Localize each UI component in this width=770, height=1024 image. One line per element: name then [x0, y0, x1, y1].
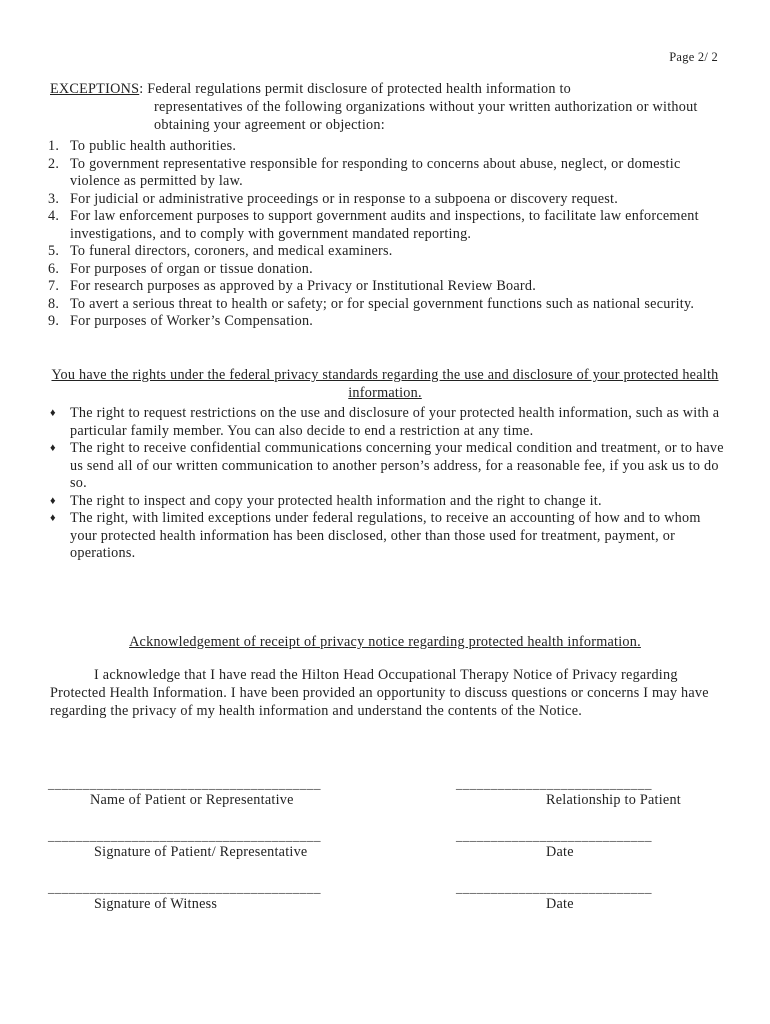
list-item: ♦ The right to receive confidential communications concerning your medical condition and treatment, or to have us send all of our written communication to another person’s address, for a reasonable fee, if you ask us to do so. [50, 440, 724, 491]
list-item: 4. For law enforcement purposes to support government audits and inspections, to facilitate law enforcement investigations, and to comply with government mandated reporting. [48, 208, 699, 242]
exceptions-list [48, 138, 728, 331]
page-number: Page 2/ 2 [669, 50, 718, 64]
list-item: 3. For judicial or administrative proceedings or in response to a subpoena or discovery request. [48, 190, 619, 207]
exceptions-label: EXCEPTIONS [50, 81, 140, 97]
patient-signature-label: Signature of Patient/ Representative [94, 844, 308, 860]
exceptions-intro-continued: representatives of the following organizations without your written authorization or without obtaining your agreement or objection: [154, 99, 698, 133]
list-item: 7. For research purposes as approved by a Privacy or Institutional Review Board. [48, 278, 537, 294]
list-item: ♦ The right to inspect and copy your protected health information and the right to change it. [50, 492, 602, 509]
list-item: 8. To avert a serious threat to health or safety; or for special government functions such as national security. [48, 295, 695, 312]
diamond-bullet-icon: ♦ [50, 407, 56, 419]
name-line[interactable]: _______________________________________ [48, 776, 321, 791]
list-item: ♦ The right to request restrictions on the use and disclosure of your protected health information, such as with a particular family member. You can also decide to end a restriction at any time. [50, 405, 720, 439]
exceptions-intro-text: : Federal regulations permit disclosure of protected health information to [139, 81, 572, 97]
acknowledgement-paragraph: I acknowledge that I have read the Hilton Head Occupational Therapy Notice of Privacy regarding Protected Health Information. I have been provided an opportunity to discuss questions or concerns I may have regarding the privacy of my health information and understand the contents of the Notice. [50, 667, 709, 719]
date-label-1: Date [546, 844, 574, 860]
list-item: 9. For purposes of Worker’s Compensation. [48, 313, 314, 329]
exceptions-intro [50, 80, 730, 134]
exceptions-first-line [50, 80, 730, 98]
date-label-2: Date [546, 896, 574, 912]
patient-signature-line[interactable]: _______________________________________ [48, 828, 321, 843]
diamond-bullet-icon: ♦ [50, 442, 56, 454]
acknowledgement-heading: Acknowledgement of receipt of privacy notice regarding protected health information. [129, 634, 641, 650]
rights-heading: You have the rights under the federal privacy standards regarding the use and disclosure of your protected health information. [51, 367, 719, 401]
relationship-block[interactable] [456, 777, 681, 809]
witness-signature-line[interactable]: _______________________________________ [48, 880, 321, 895]
diamond-bullet-icon: ♦ [50, 494, 56, 507]
list-item: 5. To funeral directors, coroners, and medical examiners. [48, 243, 393, 259]
diamond-bullet-icon: ♦ [50, 512, 56, 524]
rights-list [48, 405, 728, 563]
witness-signature-label: Signature of Witness [94, 896, 218, 912]
patient-signature-block[interactable] [48, 829, 321, 861]
date-block-2[interactable] [456, 881, 652, 913]
date-line-2[interactable]: ____________________________ [456, 880, 652, 895]
date-block-1[interactable] [456, 829, 652, 861]
relationship-label: Relationship to Patient [546, 792, 682, 808]
list-item: 6. For purposes of organ or tissue donation. [48, 260, 313, 277]
name-signature-block[interactable] [48, 777, 321, 809]
relationship-line[interactable]: ____________________________ [456, 776, 652, 791]
list-item: ♦ The right, with limited exceptions under federal regulations, to receive an accounting of how and to whom your protected health information has been disclosed, other than those used for treatment, payment, or operations. [50, 510, 701, 561]
date-line-1[interactable]: ____________________________ [456, 828, 652, 843]
list-item: 2. To government representative responsible for responding to concerns about abuse, neglect, or domestic violence as permitted by law. [48, 155, 681, 189]
name-label: Name of Patient or Representative [90, 792, 294, 808]
list-item: 1. To public health authorities. [48, 138, 237, 154]
witness-signature-block[interactable] [48, 881, 321, 913]
